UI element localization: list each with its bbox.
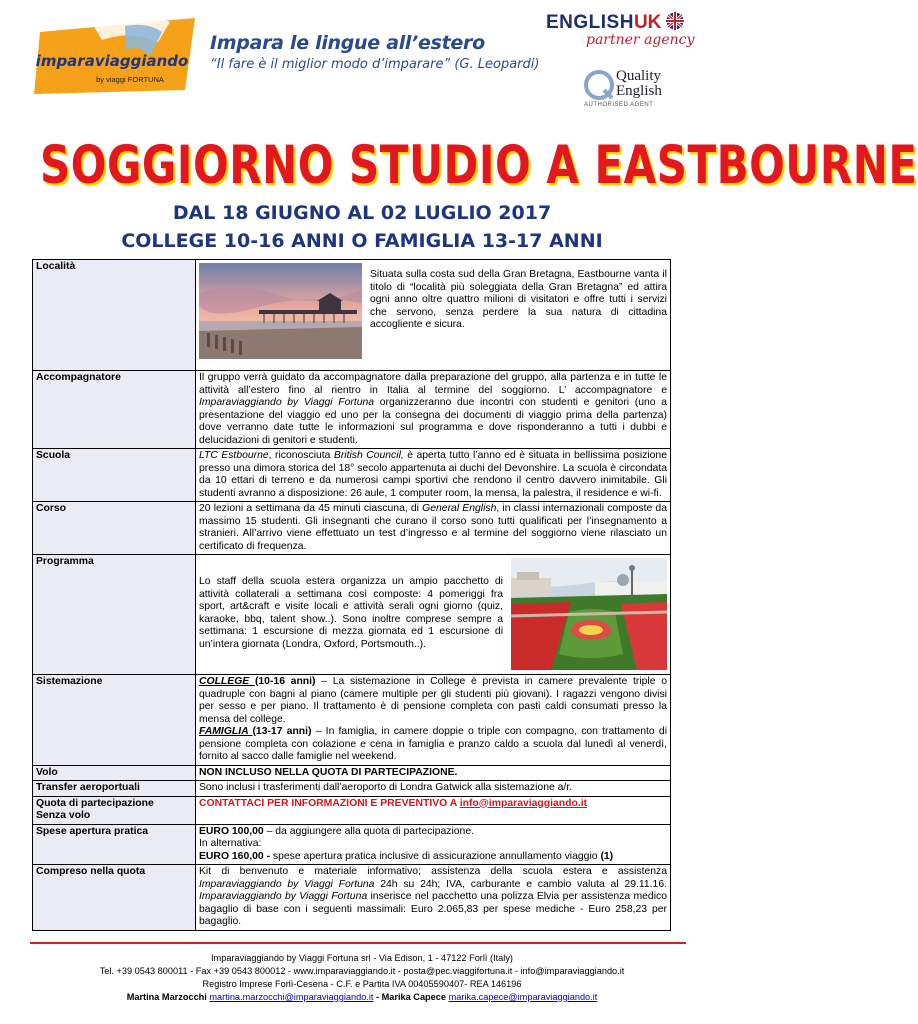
dates-subtitle: DAL 18 GIUGNO AL 02 LUGLIO 2017 [172, 202, 552, 224]
staff-email-1[interactable]: martina.marzocchi@imparaviaggiando.it [209, 992, 374, 1002]
eastbourne-pier-photo [199, 263, 362, 359]
imparaviaggiando-logo [30, 12, 200, 100]
authorised-agent: AUTHORISED AGENT [584, 102, 654, 108]
compreso-text-2: 24h su 24h; IVA, carburante e cambio valuta al 29.11.16. [374, 878, 667, 890]
english-uk-text: ENGLISH [546, 12, 634, 33]
logo-text: imparaviaggiando [35, 52, 189, 70]
college-heading: COLLEGE [199, 676, 255, 687]
row-volo [33, 765, 671, 781]
footer-address: Imparaviaggiando by Viaggi Fortuna srl - Via Edison, 1 - 47122 Forlì (Italy) [211, 953, 513, 963]
logo-sub-text: by viaggi FORTUNA [96, 75, 164, 84]
footer-divider [30, 942, 686, 944]
english-uk-uk: UK [633, 12, 662, 33]
spese-amount-2: EURO 160,00 - [199, 850, 271, 862]
compreso-brand-1: Imparaviaggiando by Viaggi Fortuna [199, 878, 375, 890]
value-localita [196, 260, 671, 371]
value-compreso [196, 865, 671, 931]
row-programma [33, 555, 671, 675]
page-title: SOGGIORNO STUDIO A EASTBOURNE [40, 134, 918, 196]
quality-english-icon [584, 70, 614, 100]
spese-note: (1) [600, 850, 614, 862]
row-accompagnatore [33, 371, 671, 449]
famiglia-age: (13-17 anni) [252, 726, 312, 737]
value-transfer: Sono inclusi i trasferimenti dall’aeroporto di Londra Gatwick alla sistemazione a/r. [196, 781, 671, 797]
english-text: English [616, 83, 662, 99]
value-scuola [196, 449, 671, 502]
info-table [32, 259, 671, 931]
value-spese [196, 824, 671, 865]
label-accompagnatore: Accompagnatore [33, 371, 196, 449]
value-corso [196, 502, 671, 555]
leopardi-quote: “Il fare è il miglior modo d’imparare” (G. Leopardi) [210, 57, 540, 72]
accompagnatore-text-1: Il gruppo verrà guidato da accompagnatore dalla preparazione del gruppo, alla partenza e in tutte le attività all’estero fino al rientro in Italia al termine del soggiorno. L’ accompagnatore e [199, 372, 667, 396]
label-programma: Programma [33, 555, 196, 675]
quota-contact-text: CONTATTACI PER INFORMAZIONI E PREVENTIVO A [199, 797, 460, 809]
famiglia-text: – In famiglia, in camere doppie o triple con compagno, con trattamento di pensione completa con colazione e cena in famiglia e pranzo caldo a scuola dal lunedì al venerdì, fornito al sacco dalle famiglie nel weekend. [199, 726, 667, 762]
row-sistemazione [33, 675, 671, 766]
british-council: British Council, [333, 450, 404, 461]
label-transfer: Transfer aeroportuali [33, 781, 196, 797]
tagline: Impara le lingue all’estero [210, 32, 485, 54]
row-quota [33, 796, 671, 824]
famiglia-heading: FAMIGLIA [199, 726, 253, 737]
scuola-text-1: , riconosciuta [268, 450, 334, 461]
footer-staff [0, 991, 724, 1004]
quota-label-1: Quota di partecipazione [36, 797, 154, 809]
scuola-text-2: è aperta tutto l’anno ed è situata in bellissima posizione presso una dimora storica del 18° secolo appartenuta ai duchi del Devonshire. La scuola è circondata da 10 ettari di terreno e da numerosi campi sportivi che rendono il centro davvero inimitabile. Gli studenti avranno a disposizione: 26 aule, 1 computer room, la mensa, la palestra, il residence e wi-fi. [199, 450, 667, 499]
spese-line-1 [199, 826, 667, 839]
spese-text-2: spese apertura pratica inclusive di assicurazione annullamento viaggio [270, 850, 601, 862]
english-uk-logo [546, 12, 696, 48]
staff-name-1: Martina Marzocchi [126, 992, 207, 1002]
label-sistemazione: Sistemazione [33, 675, 196, 766]
accompagnatore-text-2: organizzeranno due incontri con studenti e genitori (uno a presentazione del viaggio ed uno per la consegna dei documenti di viaggio prima della partenza) dove verranno date tutte le informazioni sul programma e dove risponderanno a tutti i dubbi e delucidazioni di genitori e studenti. [199, 397, 667, 446]
compreso-text-1: Kit di benvenuto e materiale informativo; assistenza della scuola estera e assistenza [199, 866, 667, 877]
localita-text: Situata sulla costa sud della Gran Bretagna, Eastbourne vanta il titolo di “località più soleggiata della Gran Bretagna” ed attira ogni anno oltre quattro milioni di visitatori e offre tutti i servizi che servono, senza perdere la sua natura di cittadina accogliente e sicura. [370, 269, 667, 330]
eastbourne-gardens-photo [511, 558, 667, 670]
famiglia-paragraph [199, 726, 667, 764]
programma-text: Lo staff della scuola estera organizza un ampio pacchetto di attività collaterali a settimana così composte: 4 pomeriggi fra sport, art&craft e visite locali e attività serali ogni giorno (quiz, karaoke, bbq, talent show..). Sono inoltre comprese sempre a settimana: 1 escursione di mezza giornata ed 1 escursione di un’intera giornata (Londra, Oxford, Portsmouth..). [199, 576, 503, 650]
spese-amount-1: EURO 100,00 [199, 825, 264, 837]
value-sistemazione [196, 675, 671, 766]
row-scuola [33, 449, 671, 502]
union-flag-icon [666, 12, 684, 30]
label-quota [33, 796, 196, 824]
logo-graphic [30, 12, 200, 100]
footer-contacts: Tel. +39 0543 800011 - Fax +39 0543 800012 - www.imparaviaggiando.it - posta@pec.viaggifortuna.it - info@imparaviaggiando.it [99, 966, 625, 976]
quality-english-logo [580, 68, 684, 108]
college-text: – La sistemazione in College è prevista in camere prevalente triple o quadruple con bagni al piano (camere multiple per gli studenti più giovani). I ragazzi vengono divisi per sesso e per piano. Il trattamento è di pensione completa con pasti caldi consumati presso la mensa del college. [199, 676, 667, 725]
staff-name-2: Marika Capece [381, 992, 446, 1002]
tagline-block [210, 32, 539, 72]
value-accompagnatore [196, 371, 671, 449]
college-age: (10-16 anni) [254, 676, 316, 687]
label-compreso: Compreso nella quota [33, 865, 196, 931]
corso-text-1: 20 lezioni a settimana da 45 minuti ciascuna, di [199, 503, 423, 514]
spese-text-1: – da aggiungere alla quota di partecipazione. [263, 825, 474, 837]
label-volo: Volo [33, 765, 196, 781]
ages-subtitle: COLLEGE 10-16 ANNI O FAMIGLIA 13-17 ANNI [121, 230, 603, 252]
corso-text-2: , in classi internazionali composte da massimo 15 studenti. Gli insegnanti che curano il corso sono tutti qualificati per l’insegnamento a stranieri. All’arrivo viene effettuato un test d’ingresso e al termine del soggiorno viene rilasciato un certificato di frequenza. [199, 503, 667, 552]
value-quota [196, 796, 671, 824]
row-spese [33, 824, 671, 865]
college-paragraph [199, 676, 667, 726]
row-localita [33, 260, 671, 371]
footer-registry: Registro Imprese Forlì-Cesena - C.F. e Partita IVA 00405590407- REA 146196 [202, 979, 522, 989]
row-compreso [33, 865, 671, 931]
partner-agency: partner agency [586, 32, 695, 48]
compreso-text-3: inserisce nel pacchetto una polizza Elvia per assistenza medico bagaglio di base con i seguenti massimali: Euro 2.065,83 per spese mediche - Euro 258,23 per bagaglio. [199, 891, 667, 927]
quota-label-2: Senza volo [36, 810, 91, 821]
value-programma [196, 555, 671, 675]
general-english: General English [422, 503, 497, 514]
spese-alternative: In alternativa: [199, 838, 262, 849]
label-scuola: Scuola [33, 449, 196, 502]
label-spese: Spese apertura pratica [33, 824, 196, 865]
value-volo: NON INCLUSO NELLA QUOTA DI PARTECIPAZIONE. [196, 765, 671, 781]
row-transfer [33, 781, 671, 797]
quota-email-link[interactable]: info@imparaviaggiando.it [459, 797, 588, 809]
staff-separator: - [373, 992, 382, 1002]
footer [0, 952, 724, 1004]
school-name: LTC Estbourne [199, 450, 269, 461]
accompagnatore-brand: Imparaviaggiando by Viaggi Fortuna [199, 397, 375, 408]
row-corso [33, 502, 671, 555]
staff-email-2[interactable]: marika.capece@imparaviaggiando.it [448, 992, 598, 1002]
compreso-brand-2: Imparaviaggiando by Viaggi Fortuna [199, 891, 368, 902]
quality-text: Quality [616, 68, 661, 84]
spese-line-2 [199, 851, 667, 864]
label-corso: Corso [33, 502, 196, 555]
label-localita: Località [33, 260, 196, 371]
